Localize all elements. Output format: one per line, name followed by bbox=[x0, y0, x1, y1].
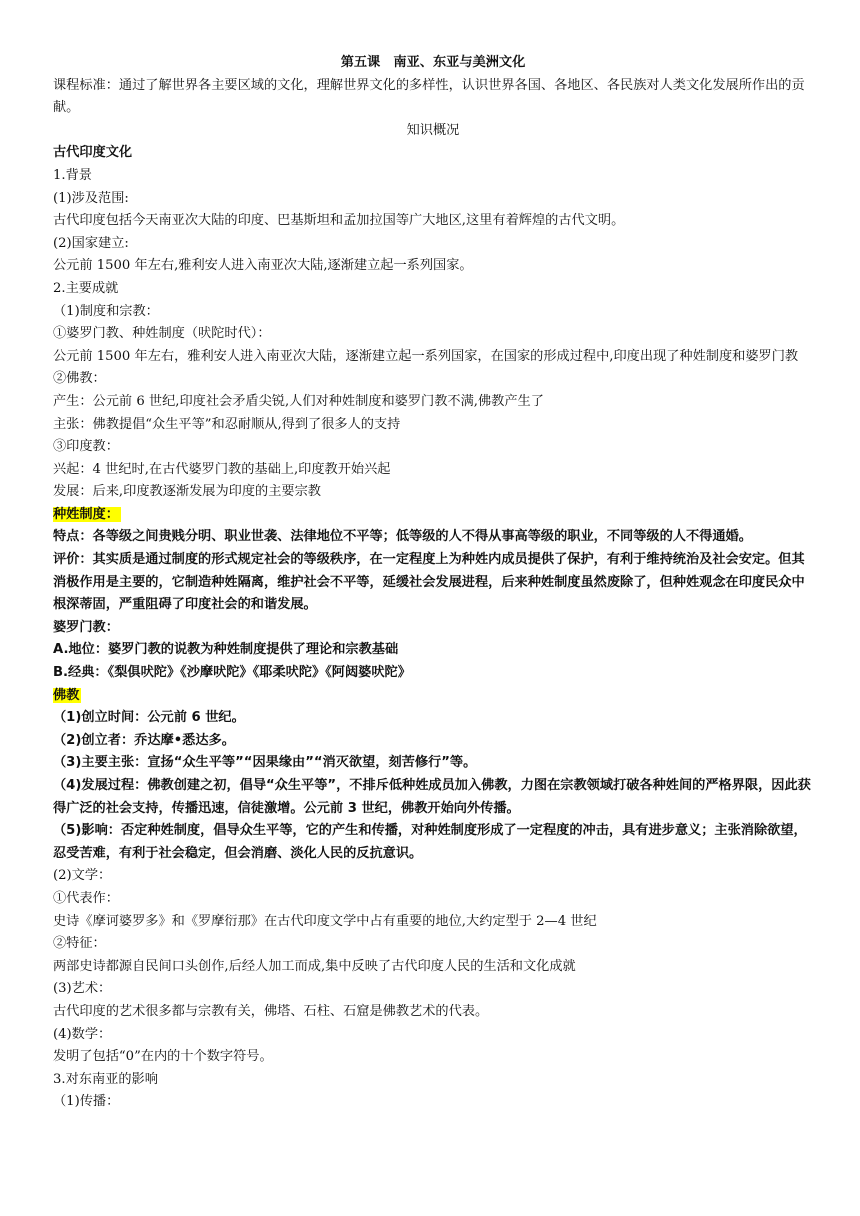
caste-heading: 种姓制度： bbox=[53, 506, 119, 522]
brahmanism-status: A.地位：婆罗门教的说教为种姓制度提供了理论和宗教基础 bbox=[53, 642, 399, 658]
brahmanism-classics: B.经典：《梨俱吠陀》《沙摩吠陀》《耶柔吠陀》《阿闼婆吠陀》 bbox=[53, 665, 411, 681]
text-line: (1)涉及范围: bbox=[53, 190, 129, 206]
text-line: (2)国家建立: bbox=[53, 235, 129, 251]
text-line: ①代表作： bbox=[53, 890, 119, 906]
text-line: (4)数学： bbox=[53, 1026, 112, 1042]
caste-heading-row bbox=[53, 504, 813, 527]
buddhism-item: （5)影响：否定种姓制度，倡导众生平等，它的产生和传播，对种姓制度形成了一定程度的冲击，具有进步意义；主张消除欲望，忍受苦难，有利于社会稳定，但会消磨、淡化人民的反抗意识。 bbox=[53, 823, 807, 861]
text-line: 史诗《摩诃婆罗多》和《罗摩衍那》在古代印度文学中占有重要的地位,大约定型于 2—4 世纪 bbox=[53, 913, 597, 929]
text-line: 主张：佛教提倡“众生平等”和忍耐顺从,得到了很多人的支持 bbox=[53, 416, 401, 432]
brahmanism-heading: 婆罗门教： bbox=[53, 619, 119, 635]
caste-evaluation: 评价：其实质是通过制度的形式规定社会的等级秩序，在一定程度上为种姓内成员提供了保护，有利于维持统治及社会安定。但其消极作用是主要的，它制造种姓隔离，维护社会不平等，延缓社会发展进程，后来种姓制度虽然废除了，但种姓观念在印度民众中根深蒂固，严重阻碍了印度社会的和谐发展。 bbox=[53, 552, 805, 613]
text-line: 发展：后来,印度教逐渐发展为印度的主要宗教 bbox=[53, 484, 321, 500]
text-line: (3)艺术： bbox=[53, 981, 112, 997]
course-standard: 课程标准：通过了解世界各主要区域的文化，理解世界文化的多样性，认识世界各国、各地区、各民族对人类文化发展所作出的贡献。 bbox=[53, 77, 805, 116]
text-line: (2)文学： bbox=[53, 868, 112, 884]
text-line: ②佛教： bbox=[53, 371, 106, 387]
text-line: ②特征： bbox=[53, 936, 106, 952]
text-line: 兴起：4 世纪时,在古代婆罗门教的基础上,印度教开始兴起 bbox=[53, 461, 391, 477]
overview-heading: 知识概况 bbox=[406, 122, 460, 138]
text-line: 2.主要成就 bbox=[53, 280, 119, 296]
lesson-title: 第五课 南亚、东亚与美洲文化 bbox=[340, 55, 526, 70]
buddhism-item: （2)创立者：乔达摩•悉达多。 bbox=[53, 732, 235, 748]
text-line: （1)传播： bbox=[53, 1094, 120, 1110]
buddhism-heading: 佛教 bbox=[53, 687, 80, 703]
text-paragraph: 公元前 1500 年左右，雅利安人进入南亚次大陆，逐渐建立起一系列国家，在国家的形成过程中,印度出现了种姓制度和婆罗门教 bbox=[53, 348, 799, 364]
text-line: 两部史诗都源自民间口头创作,后经人加工而成,集中反映了古代印度人民的生活和文化成就 bbox=[53, 958, 576, 974]
text-line: 古代印度的艺术很多都与宗教有关，佛塔、石柱、石窟是佛教艺术的代表。 bbox=[53, 1003, 489, 1019]
caste-feature: 特点：各等级之间贵贱分明、职业世袭、法律地位不平等；低等级的人不得从事高等级的职业，不同等级的人不得通婚。 bbox=[53, 529, 752, 545]
text-line: 公元前 1500 年左右,雅利安人进入南亚次大陆,逐渐建立起一系列国家。 bbox=[53, 258, 473, 274]
document-page bbox=[53, 52, 813, 1114]
buddhism-item: （1)创立时间：公元前 6 世纪。 bbox=[53, 710, 245, 726]
text-line: （1)制度和宗教： bbox=[53, 303, 159, 319]
text-line: 古代印度包括今天南亚次大陆的印度、巴基斯坦和孟加拉国等广大地区,这里有着辉煌的古代文明。 bbox=[53, 213, 625, 229]
text-line: 3.对东南亚的影响 bbox=[53, 1071, 158, 1087]
buddhism-heading-row bbox=[53, 685, 813, 708]
text-line: ①婆罗门教、种姓制度（吠陀时代）： bbox=[53, 326, 271, 342]
buddhism-item: （3)主要主张：宣扬“众生平等”“因果缘由”“消灭欲望，刻苦修行”等。 bbox=[53, 755, 477, 771]
text-line: ③印度教： bbox=[53, 439, 119, 455]
text-line: 发明了包括“0”在内的十个数字符号。 bbox=[53, 1049, 273, 1065]
text-line: 1.背景 bbox=[53, 167, 92, 183]
section-heading: 古代印度文化 bbox=[53, 145, 133, 161]
text-line: 产生：公元前 6 世纪,印度社会矛盾尖锐,人们对种姓制度和婆罗门教不满,佛教产生了 bbox=[53, 393, 544, 409]
buddhism-item: （4)发展过程：佛教创建之初，倡导“众生平等”，不排斥低种姓成员加入佛教，力图在宗教领域打破各种姓间的严格界限，因此获得广泛的社会支持，传播迅速，信徒激增。公元前 3 世纪，佛教开始向外传播。 bbox=[53, 778, 811, 816]
